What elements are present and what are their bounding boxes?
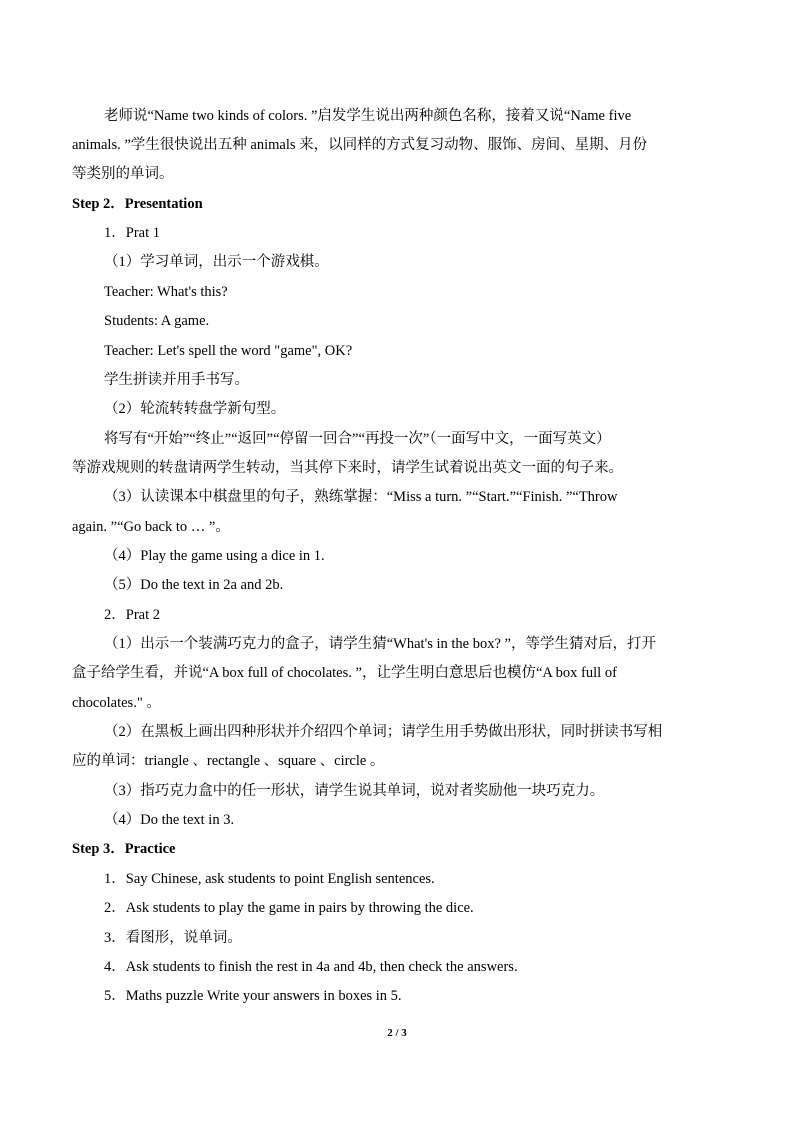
paragraph-line: 学生拼读并用手书写。	[104, 372, 249, 388]
paragraph-line: 将写有“开始”“终止”“返回”“停留一回合”“再投一次”（一面写中文，一面写英文）	[104, 431, 611, 447]
dialogue-line: Teacher: Let's spell the word "game", OK?	[104, 343, 353, 359]
section-heading: 2．Prat 2	[104, 607, 160, 623]
list-item: （3）指巧克力盒中的任一形状，请学生说其单词，说对者奖励他一块巧克力。	[104, 783, 605, 799]
list-item: （4）Do the text in 3.	[104, 812, 235, 828]
paragraph-line: animals. ”学生很快说出五种 animals 来，以同样的方式复习动物、服饰、房间、星期、月份	[72, 137, 648, 153]
step-heading: Step 3．Practice	[72, 841, 176, 857]
paragraph-line: 盒子给学生看，并说“A box full of chocolates. ”，让学生明白意思后也模仿“A box full of	[72, 665, 617, 681]
paragraph-line: 等游戏规则的转盘请两学生转动，当其停下来时，请学生试着说出英文一面的句子来。	[72, 460, 623, 476]
list-item: （2）轮流转转盘学新句型。	[104, 401, 286, 417]
list-item: 1．Say Chinese, ask students to point English sentences.	[104, 871, 435, 887]
paragraph-line: 老师说“Name two kinds of colors. ”启发学生说出两种颜色名称，接着又说“Name five	[104, 108, 632, 124]
list-item: （3）认读课本中棋盘里的句子，熟练掌握：“Miss a turn. ”“Start.”“Finish. ”“Throw	[104, 489, 618, 505]
list-item: （1）出示一个装满巧克力的盒子，请学生猜“What's in the box? ”，等学生猜对后，打开	[104, 636, 656, 652]
list-item: （5）Do the text in 2a and 2b.	[104, 577, 284, 593]
dialogue-line: Students: A game.	[104, 313, 210, 329]
list-item: 4．Ask students to finish the rest in 4a and 4b, then check the answers.	[104, 959, 518, 975]
paragraph-line: again. ”“Go back to … ”。	[72, 519, 230, 535]
list-item: （2）在黑板上画出四种形状并介绍四个单词；请学生用手势做出形状，同时拼读书写相	[104, 724, 663, 740]
page-number: 2 / 3	[387, 1027, 407, 1039]
list-item: 3．看图形，说单词。	[104, 930, 242, 946]
paragraph-line: chocolates." 。	[72, 695, 161, 711]
list-item: 2．Ask students to play the game in pairs by throwing the dice.	[104, 900, 474, 916]
list-item: （4）Play the game using a dice in 1.	[104, 548, 325, 564]
dialogue-line: Teacher: What's this?	[104, 284, 228, 300]
list-item: （1）学习单词，出示一个游戏棋。	[104, 254, 329, 270]
step-heading: Step 2．Presentation	[72, 196, 203, 212]
paragraph-line: 等类别的单词。	[72, 166, 174, 182]
section-heading: 1．Prat 1	[104, 225, 160, 241]
list-item: 5．Maths puzzle Write your answers in boxes in 5.	[104, 988, 402, 1004]
paragraph-line: 应的单词：triangle 、rectangle 、square 、circle 。	[72, 753, 385, 769]
